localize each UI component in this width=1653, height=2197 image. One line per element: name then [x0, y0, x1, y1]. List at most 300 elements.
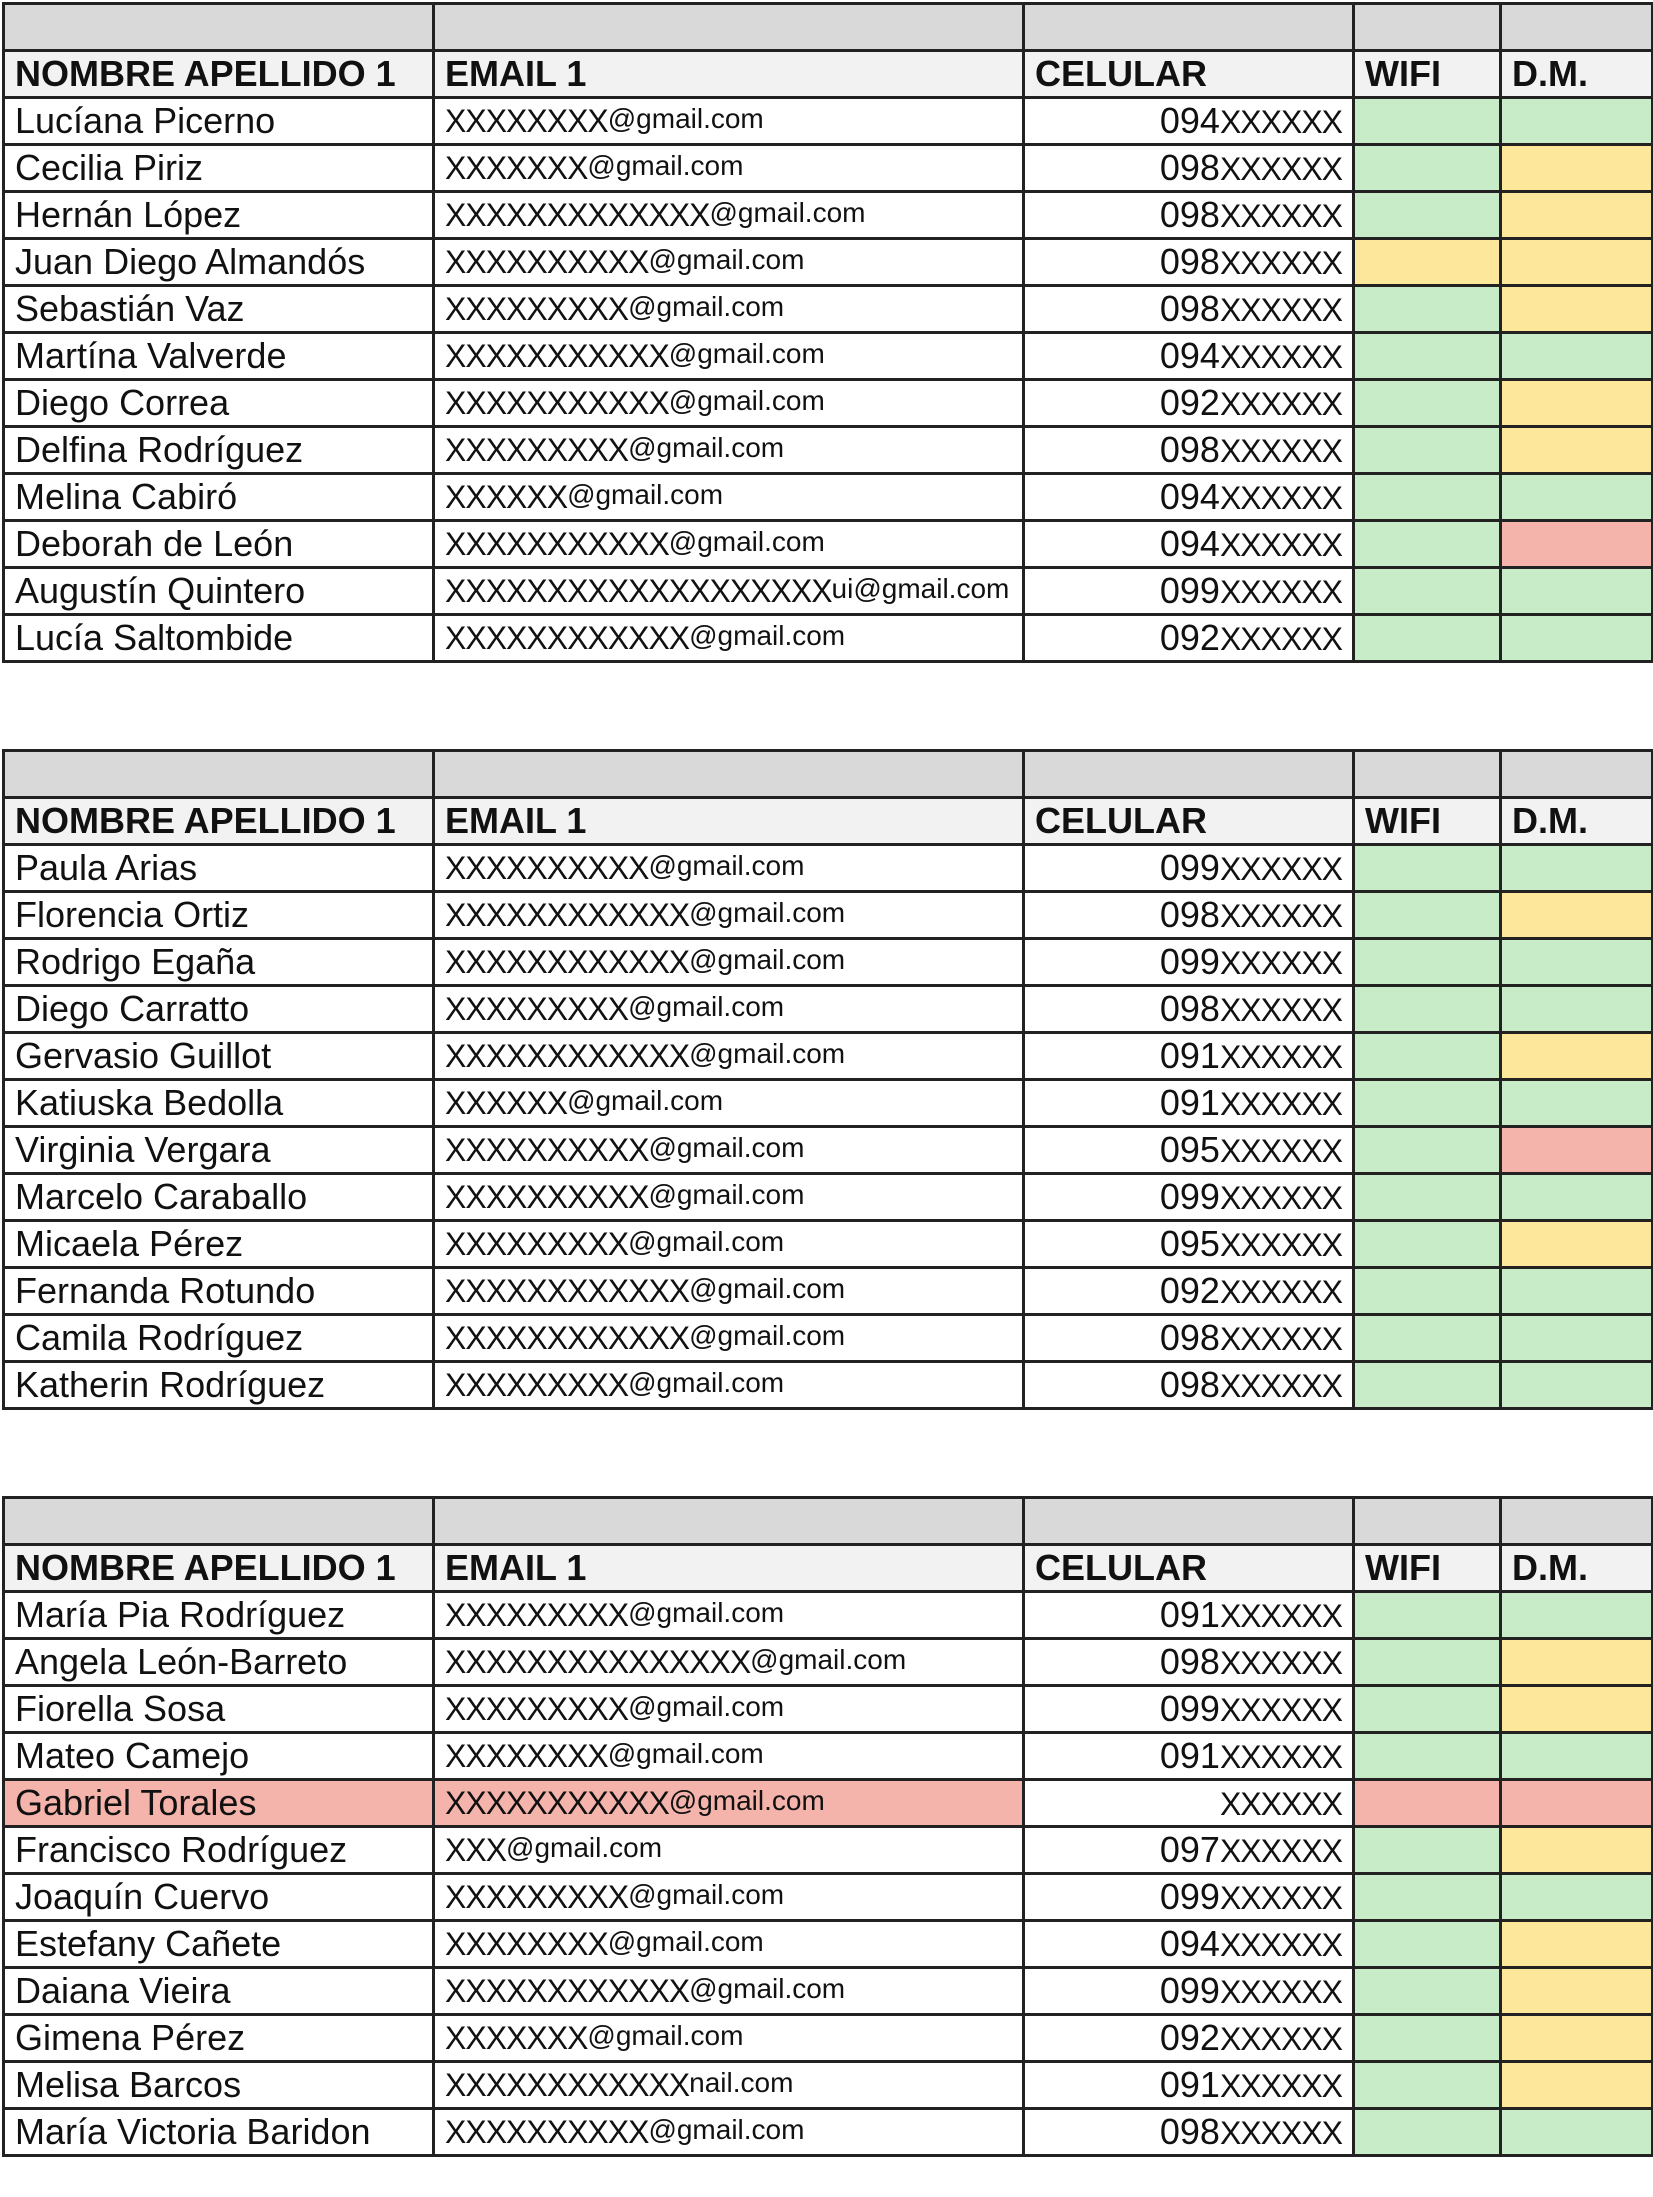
email-local: XXXXXXXXX: [445, 1366, 629, 1403]
name-cell[interactable]: Lucíana Picerno: [4, 98, 434, 145]
name-cell[interactable]: Rodrigo Egaña: [4, 939, 434, 986]
blank-cell[interactable]: [1354, 751, 1501, 798]
email-cell[interactable]: [434, 1639, 1024, 1686]
phone-cell[interactable]: [1024, 521, 1354, 568]
wifi-status-cell[interactable]: [1354, 1221, 1501, 1268]
table-row: [4, 1268, 1653, 1315]
name-cell[interactable]: Katherin Rodríguez: [4, 1362, 434, 1409]
table-row: [4, 145, 1653, 192]
phone-prefix: 098: [1159, 1317, 1220, 1358]
phone-prefix: 098: [1159, 2111, 1220, 2152]
email-domain: @gmail.com: [648, 849, 805, 881]
name-cell[interactable]: Marcelo Caraballo: [4, 1174, 434, 1221]
phone-cell[interactable]: [1024, 1827, 1354, 1874]
phone-masked: XXXXXX: [1219, 1039, 1342, 1075]
wifi-status-cell[interactable]: [1354, 1780, 1501, 1827]
name-cell[interactable]: Deborah de León: [4, 521, 434, 568]
dm-status-cell[interactable]: [1501, 474, 1653, 521]
wifi-status-cell[interactable]: [1354, 1174, 1501, 1221]
wifi-status-cell[interactable]: [1354, 1686, 1501, 1733]
dm-status-cell[interactable]: [1501, 380, 1653, 427]
name-cell[interactable]: Fiorella Sosa: [4, 1686, 434, 1733]
name-cell[interactable]: Gimena Pérez: [4, 2015, 434, 2062]
name-cell[interactable]: Martína Valverde: [4, 333, 434, 380]
table-row: [4, 1733, 1653, 1780]
dm-status-cell[interactable]: [1501, 1033, 1653, 1080]
phone-cell[interactable]: [1024, 986, 1354, 1033]
header-row: [4, 798, 1653, 845]
blank-cell[interactable]: [1354, 1498, 1501, 1545]
phone-prefix: 098: [1159, 894, 1220, 935]
name-cell[interactable]: María Victoria Baridon: [4, 2109, 434, 2156]
header-phone[interactable]: CELULAR: [1024, 51, 1354, 98]
table-row: [4, 2062, 1653, 2109]
phone-masked: XXXXXX: [1219, 1974, 1342, 2010]
email-cell[interactable]: [434, 1268, 1024, 1315]
email-cell[interactable]: [434, 427, 1024, 474]
wifi-status-cell[interactable]: [1354, 568, 1501, 615]
phone-prefix: 092: [1159, 382, 1220, 423]
name-cell[interactable]: María Pia Rodríguez: [4, 1592, 434, 1639]
email-cell[interactable]: [434, 1592, 1024, 1639]
phone-prefix: 094: [1159, 100, 1220, 141]
dm-status-cell[interactable]: [1501, 192, 1653, 239]
header-name[interactable]: NOMBRE APELLIDO 1: [4, 51, 434, 98]
phone-masked: XXXXXX: [1219, 1321, 1342, 1357]
phone-cell[interactable]: [1024, 427, 1354, 474]
wifi-status-cell[interactable]: [1354, 1733, 1501, 1780]
wifi-status-cell[interactable]: [1354, 1127, 1501, 1174]
email-cell[interactable]: [434, 1968, 1024, 2015]
wifi-status-cell[interactable]: [1354, 1080, 1501, 1127]
wifi-status-cell[interactable]: [1354, 380, 1501, 427]
blank-cell[interactable]: [4, 751, 434, 798]
name-cell[interactable]: Florencia Ortiz: [4, 892, 434, 939]
name-cell[interactable]: Augustín Quintero: [4, 568, 434, 615]
wifi-status-cell[interactable]: [1354, 427, 1501, 474]
dm-status-cell[interactable]: [1501, 2062, 1653, 2109]
blank-cell[interactable]: [1024, 1498, 1354, 1545]
email-cell[interactable]: [434, 1033, 1024, 1080]
wifi-status-cell[interactable]: [1354, 2109, 1501, 2156]
email-cell[interactable]: [434, 474, 1024, 521]
email-cell[interactable]: [434, 1315, 1024, 1362]
phone-prefix: 092: [1159, 617, 1220, 658]
phone-cell[interactable]: [1024, 145, 1354, 192]
phone-cell[interactable]: [1024, 1780, 1354, 1827]
dm-status-cell[interactable]: [1501, 1268, 1653, 1315]
name-cell[interactable]: Hernán López: [4, 192, 434, 239]
email-domain: @gmail.com: [689, 1037, 846, 1069]
dm-status-cell[interactable]: [1501, 1968, 1653, 2015]
dm-status-cell[interactable]: [1501, 1592, 1653, 1639]
email-cell[interactable]: [434, 239, 1024, 286]
table-row: [4, 568, 1653, 615]
dm-status-cell[interactable]: [1501, 1827, 1653, 1874]
phone-masked: XXXXXX: [1219, 574, 1342, 610]
header-phone[interactable]: CELULAR: [1024, 798, 1354, 845]
dm-status-cell[interactable]: [1501, 615, 1653, 662]
phone-masked: XXXXXX: [1219, 1692, 1342, 1728]
table-row: [4, 1921, 1653, 1968]
wifi-status-cell[interactable]: [1354, 1921, 1501, 1968]
email-cell[interactable]: [434, 98, 1024, 145]
dm-status-cell[interactable]: [1501, 1686, 1653, 1733]
contact-table: [2, 2, 1653, 663]
phone-prefix: 091: [1159, 1735, 1220, 1776]
header-email[interactable]: EMAIL 1: [434, 1545, 1024, 1592]
wifi-status-cell[interactable]: [1354, 1033, 1501, 1080]
email-domain: @gmail.com: [689, 943, 846, 975]
name-cell[interactable]: Angela León-Barreto: [4, 1639, 434, 1686]
name-cell[interactable]: Katiuska Bedolla: [4, 1080, 434, 1127]
email-cell[interactable]: [434, 845, 1024, 892]
email-local: XXXXXXXXX: [445, 1878, 629, 1915]
blank-cell[interactable]: [434, 751, 1024, 798]
email-domain: @gmail.com: [587, 2019, 744, 2051]
dm-status-cell[interactable]: [1501, 1315, 1653, 1362]
table-row: [4, 1968, 1653, 2015]
wifi-status-cell[interactable]: [1354, 1362, 1501, 1409]
dm-status-cell[interactable]: [1501, 1874, 1653, 1921]
phone-cell[interactable]: [1024, 1080, 1354, 1127]
email-cell[interactable]: [434, 145, 1024, 192]
phone-cell[interactable]: [1024, 939, 1354, 986]
contact-table: [2, 749, 1653, 1410]
email-cell[interactable]: [434, 1127, 1024, 1174]
dm-status-cell[interactable]: [1501, 568, 1653, 615]
email-domain: @gmail.com: [628, 431, 785, 463]
blank-cell[interactable]: [434, 4, 1024, 51]
header-wifi[interactable]: WIFI: [1354, 51, 1501, 98]
dm-status-cell[interactable]: [1501, 1921, 1653, 1968]
header-wifi[interactable]: WIFI: [1354, 798, 1501, 845]
dm-status-cell[interactable]: [1501, 1780, 1653, 1827]
dm-status-cell[interactable]: [1501, 1639, 1653, 1686]
dm-status-cell[interactable]: [1501, 892, 1653, 939]
phone-masked: XXXXXX: [1219, 198, 1342, 234]
wifi-status-cell[interactable]: [1354, 1315, 1501, 1362]
name-cell[interactable]: Diego Correa: [4, 380, 434, 427]
name-cell[interactable]: Sebastián Vaz: [4, 286, 434, 333]
phone-cell[interactable]: [1024, 474, 1354, 521]
email-domain: @gmail.com: [628, 290, 785, 322]
header-dm[interactable]: D.M.: [1501, 798, 1653, 845]
email-cell[interactable]: [434, 1221, 1024, 1268]
name-cell[interactable]: Diego Carratto: [4, 986, 434, 1033]
wifi-status-cell[interactable]: [1354, 2015, 1501, 2062]
blank-cell[interactable]: [4, 1498, 434, 1545]
phone-masked: XXXXXX: [1219, 1645, 1342, 1681]
email-cell[interactable]: [434, 286, 1024, 333]
email-cell[interactable]: [434, 568, 1024, 615]
phone-cell[interactable]: [1024, 1968, 1354, 2015]
phone-cell[interactable]: [1024, 192, 1354, 239]
dm-status-cell[interactable]: [1501, 427, 1653, 474]
email-domain: @gmail.com: [668, 1784, 825, 1816]
email-cell[interactable]: [434, 939, 1024, 986]
phone-cell[interactable]: [1024, 239, 1354, 286]
wifi-status-cell[interactable]: [1354, 474, 1501, 521]
header-dm[interactable]: D.M.: [1501, 1545, 1653, 1592]
dm-status-cell[interactable]: [1501, 1362, 1653, 1409]
email-local: XXXXXXXXXXXX: [445, 943, 690, 980]
email-local: XXXXXXXXXXXX: [445, 2066, 690, 2103]
blank-cell[interactable]: [434, 1498, 1024, 1545]
table-row: [4, 98, 1653, 145]
table-row: [4, 1315, 1653, 1362]
email-local: XXXXXXXXXX: [445, 849, 649, 886]
dm-status-cell[interactable]: [1501, 1127, 1653, 1174]
phone-cell[interactable]: [1024, 615, 1354, 662]
phone-cell[interactable]: [1024, 333, 1354, 380]
header-name[interactable]: NOMBRE APELLIDO 1: [4, 1545, 434, 1592]
phone-prefix: 099: [1159, 1876, 1220, 1917]
header-name[interactable]: NOMBRE APELLIDO 1: [4, 798, 434, 845]
phone-prefix: 099: [1159, 941, 1220, 982]
email-domain: @gmail.com: [668, 337, 825, 369]
email-domain: ui@gmail.com: [831, 572, 1010, 604]
dm-status-cell[interactable]: [1501, 939, 1653, 986]
email-cell[interactable]: [434, 986, 1024, 1033]
wifi-status-cell[interactable]: [1354, 286, 1501, 333]
email-domain: @gmail.com: [689, 1319, 846, 1351]
dm-status-cell[interactable]: [1501, 1221, 1653, 1268]
email-cell[interactable]: [434, 380, 1024, 427]
email-local: XXXXXXXXX: [445, 1596, 629, 1633]
phone-cell[interactable]: [1024, 892, 1354, 939]
email-cell[interactable]: [434, 192, 1024, 239]
dm-status-cell[interactable]: [1501, 1080, 1653, 1127]
email-cell[interactable]: [434, 1921, 1024, 1968]
email-cell[interactable]: [434, 892, 1024, 939]
table-row: [4, 1686, 1653, 1733]
phone-masked: XXXXXX: [1219, 1786, 1342, 1822]
email-local: XXXXXX: [445, 1084, 568, 1121]
email-local: XXXXXXXXXXXX: [445, 1972, 690, 2009]
phone-masked: XXXXXX: [1219, 1368, 1342, 1404]
email-local: XXXXXXXXXXXX: [445, 1272, 690, 1309]
name-cell[interactable]: Joaquín Cuervo: [4, 1874, 434, 1921]
name-cell[interactable]: Gervasio Guillot: [4, 1033, 434, 1080]
contact-table: [2, 1496, 1653, 2157]
wifi-status-cell[interactable]: [1354, 333, 1501, 380]
phone-cell[interactable]: [1024, 286, 1354, 333]
header-wifi[interactable]: WIFI: [1354, 1545, 1501, 1592]
email-cell[interactable]: [434, 1362, 1024, 1409]
wifi-status-cell[interactable]: [1354, 1968, 1501, 2015]
table-row: [4, 427, 1653, 474]
phone-prefix: 091: [1159, 1594, 1220, 1635]
name-cell[interactable]: Francisco Rodríguez: [4, 1827, 434, 1874]
phone-masked: XXXXXX: [1219, 151, 1342, 187]
dm-status-cell[interactable]: [1501, 239, 1653, 286]
name-cell[interactable]: Melina Cabiró: [4, 474, 434, 521]
wifi-status-cell[interactable]: [1354, 939, 1501, 986]
email-cell[interactable]: [434, 1080, 1024, 1127]
phone-prefix: 098: [1159, 241, 1220, 282]
wifi-status-cell[interactable]: [1354, 98, 1501, 145]
header-email[interactable]: EMAIL 1: [434, 798, 1024, 845]
phone-masked: XXXXXX: [1219, 339, 1342, 375]
header-row: [4, 1545, 1653, 1592]
blank-cell[interactable]: [1024, 751, 1354, 798]
email-cell[interactable]: [434, 1686, 1024, 1733]
email-local: XXXXXXXXXXXX: [445, 1319, 690, 1356]
wifi-status-cell[interactable]: [1354, 521, 1501, 568]
phone-cell[interactable]: [1024, 1221, 1354, 1268]
phone-cell[interactable]: [1024, 1174, 1354, 1221]
name-cell[interactable]: Micaela Pérez: [4, 1221, 434, 1268]
email-domain: @gmail.com: [567, 1084, 724, 1116]
email-cell[interactable]: [434, 2062, 1024, 2109]
name-cell[interactable]: Daiana Vieira: [4, 1968, 434, 2015]
email-cell[interactable]: [434, 521, 1024, 568]
dm-status-cell[interactable]: [1501, 98, 1653, 145]
email-cell[interactable]: [434, 1827, 1024, 1874]
wifi-status-cell[interactable]: [1354, 986, 1501, 1033]
phone-cell[interactable]: [1024, 1639, 1354, 1686]
email-cell[interactable]: [434, 2109, 1024, 2156]
name-cell[interactable]: Juan Diego Almandós: [4, 239, 434, 286]
phone-cell[interactable]: [1024, 568, 1354, 615]
blank-cell[interactable]: [1501, 751, 1653, 798]
phone-cell[interactable]: [1024, 1033, 1354, 1080]
wifi-status-cell[interactable]: [1354, 845, 1501, 892]
phone-prefix: 099: [1159, 1688, 1220, 1729]
table-row: [4, 892, 1653, 939]
name-cell[interactable]: Melisa Barcos: [4, 2062, 434, 2109]
wifi-status-cell[interactable]: [1354, 1268, 1501, 1315]
phone-masked: XXXXXX: [1219, 2068, 1342, 2104]
phone-cell[interactable]: [1024, 1362, 1354, 1409]
phone-cell[interactable]: [1024, 1921, 1354, 1968]
name-cell[interactable]: Paula Arias: [4, 845, 434, 892]
phone-prefix: 095: [1159, 1223, 1220, 1264]
table-row: [4, 2015, 1653, 2062]
email-local: XXXXXXXXX: [445, 1690, 629, 1727]
phone-masked: XXXXXX: [1219, 992, 1342, 1028]
email-cell[interactable]: [434, 1733, 1024, 1780]
phone-cell[interactable]: [1024, 2062, 1354, 2109]
email-domain: @gmail.com: [607, 1925, 764, 1957]
phone-cell[interactable]: [1024, 845, 1354, 892]
dm-status-cell[interactable]: [1501, 1733, 1653, 1780]
table-row: [4, 986, 1653, 1033]
dm-status-cell[interactable]: [1501, 145, 1653, 192]
wifi-status-cell[interactable]: [1354, 1827, 1501, 1874]
dm-status-cell[interactable]: [1501, 521, 1653, 568]
email-cell[interactable]: [434, 615, 1024, 662]
phone-masked: XXXXXX: [1219, 1927, 1342, 1963]
phone-masked: XXXXXX: [1219, 1180, 1342, 1216]
email-cell[interactable]: [434, 2015, 1024, 2062]
phone-cell[interactable]: [1024, 2109, 1354, 2156]
email-domain: @gmail.com: [689, 896, 846, 928]
wifi-status-cell[interactable]: [1354, 1592, 1501, 1639]
phone-cell[interactable]: [1024, 1127, 1354, 1174]
blank-cell[interactable]: [4, 4, 434, 51]
phone-masked: XXXXXX: [1219, 1598, 1342, 1634]
wifi-status-cell[interactable]: [1354, 1874, 1501, 1921]
email-domain: @gmail.com: [587, 149, 744, 181]
phone-cell[interactable]: [1024, 1268, 1354, 1315]
phone-cell[interactable]: [1024, 380, 1354, 427]
email-cell[interactable]: [434, 1874, 1024, 1921]
header-dm[interactable]: D.M.: [1501, 51, 1653, 98]
phone-cell[interactable]: [1024, 1874, 1354, 1921]
phone-cell[interactable]: [1024, 1592, 1354, 1639]
dm-status-cell[interactable]: [1501, 2109, 1653, 2156]
phone-prefix: 094: [1159, 1923, 1220, 1964]
name-cell[interactable]: Mateo Camejo: [4, 1733, 434, 1780]
wifi-status-cell[interactable]: [1354, 192, 1501, 239]
wifi-status-cell[interactable]: [1354, 615, 1501, 662]
wifi-status-cell[interactable]: [1354, 892, 1501, 939]
table-row: [4, 1780, 1653, 1827]
dm-status-cell[interactable]: [1501, 1174, 1653, 1221]
phone-prefix: 098: [1159, 194, 1220, 235]
dm-status-cell[interactable]: [1501, 845, 1653, 892]
phone-masked: XXXXXX: [1219, 2021, 1342, 2057]
email-local: XXXXXXXXXX: [445, 2113, 649, 2150]
dm-status-cell[interactable]: [1501, 2015, 1653, 2062]
name-cell[interactable]: Virginia Vergara: [4, 1127, 434, 1174]
phone-cell[interactable]: [1024, 2015, 1354, 2062]
table-row: [4, 380, 1653, 427]
phone-masked: XXXXXX: [1219, 2115, 1342, 2151]
blank-cell[interactable]: [1024, 4, 1354, 51]
name-cell[interactable]: Fernanda Rotundo: [4, 1268, 434, 1315]
name-cell[interactable]: Cecilia Piriz: [4, 145, 434, 192]
phone-cell[interactable]: [1024, 1315, 1354, 1362]
phone-cell[interactable]: [1024, 1733, 1354, 1780]
wifi-status-cell[interactable]: [1354, 1639, 1501, 1686]
email-domain: @gmail.com: [648, 2113, 805, 2145]
email-domain: @gmail.com: [689, 619, 846, 651]
email-cell[interactable]: [434, 333, 1024, 380]
name-cell[interactable]: Camila Rodríguez: [4, 1315, 434, 1362]
blank-row: [4, 751, 1653, 798]
email-domain: @gmail.com: [607, 1737, 764, 1769]
name-cell[interactable]: Gabriel Torales: [4, 1780, 434, 1827]
header-email[interactable]: EMAIL 1: [434, 51, 1024, 98]
email-local: XXXXXXXXXXXXX: [445, 196, 710, 233]
dm-status-cell[interactable]: [1501, 286, 1653, 333]
blank-cell[interactable]: [1501, 1498, 1653, 1545]
blank-row: [4, 4, 1653, 51]
email-cell[interactable]: [434, 1780, 1024, 1827]
name-cell[interactable]: Lucía Saltombide: [4, 615, 434, 662]
dm-status-cell[interactable]: [1501, 333, 1653, 380]
dm-status-cell[interactable]: [1501, 986, 1653, 1033]
name-cell[interactable]: Estefany Cañete: [4, 1921, 434, 1968]
phone-cell[interactable]: [1024, 98, 1354, 145]
email-domain: @gmail.com: [628, 1366, 785, 1398]
header-phone[interactable]: CELULAR: [1024, 1545, 1354, 1592]
header-row: [4, 51, 1653, 98]
email-local: XXXXXXXXX: [445, 1225, 629, 1262]
wifi-status-cell[interactable]: [1354, 239, 1501, 286]
blank-cell[interactable]: [1501, 4, 1653, 51]
wifi-status-cell[interactable]: [1354, 2062, 1501, 2109]
email-cell[interactable]: [434, 1174, 1024, 1221]
blank-cell[interactable]: [1354, 4, 1501, 51]
phone-cell[interactable]: [1024, 1686, 1354, 1733]
wifi-status-cell[interactable]: [1354, 145, 1501, 192]
name-cell[interactable]: Delfina Rodríguez: [4, 427, 434, 474]
email-local: XXXXXXXX: [445, 102, 608, 139]
